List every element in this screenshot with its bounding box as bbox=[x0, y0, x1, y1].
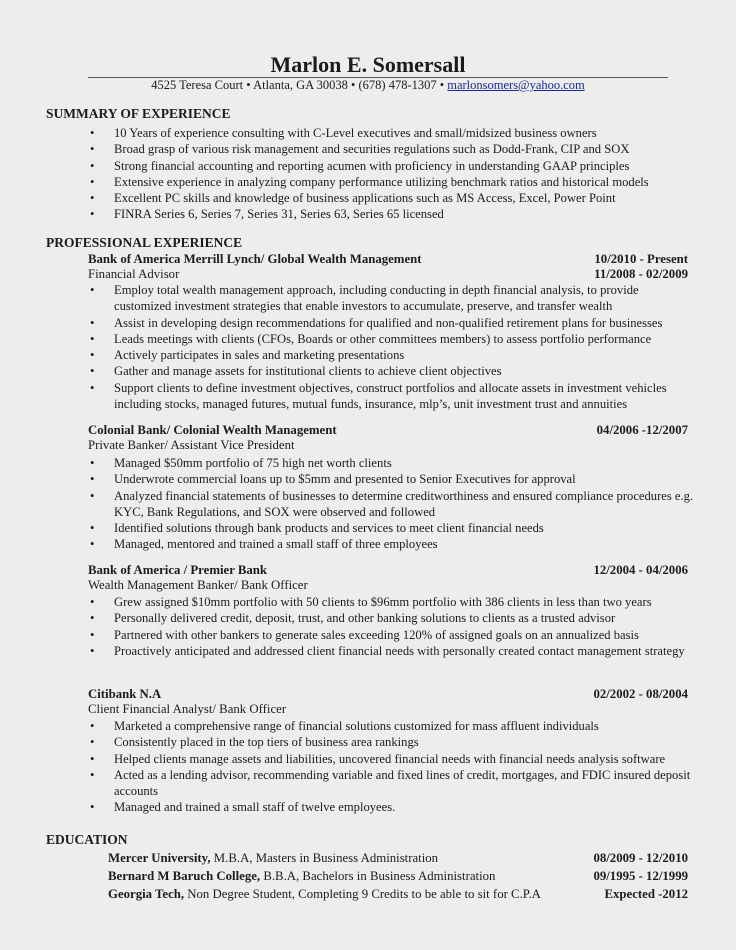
job-bullet: • Acted as a lending advisor, recommending variable and fixed lines of credit, mortgages, and FDIC insured deposit accounts bbox=[88, 767, 698, 800]
job-bullets bbox=[88, 282, 698, 412]
job-bullet: • Partnered with other bankers to generate sales exceeding 120% of assigned goals on an annualized basis bbox=[88, 627, 698, 643]
education-school: Mercer University, bbox=[108, 851, 211, 865]
job-title: Private Banker/ Assistant Vice President bbox=[88, 438, 295, 452]
job-bullet: • Underwrote commercial loans up to $5mm and presented to Senior Executives for approval bbox=[88, 471, 698, 487]
job-title: Financial Advisor bbox=[88, 267, 180, 281]
education-detail: M.B.A, Masters in Business Administration bbox=[210, 851, 439, 865]
job-company: Bank of America / Premier Bank bbox=[88, 563, 268, 577]
summary-item: • Extensive experience in analyzing company performance utilizing benchmark ratios and historical models bbox=[88, 174, 698, 190]
job-date: 02/2002 - 08/2004 bbox=[593, 687, 688, 701]
job-bullet: • Consistently placed in the top tiers of business area rankings bbox=[88, 734, 698, 750]
job-bullet: • Helped clients manage assets and liabilities, uncovered financial needs with financial needs analysis software bbox=[88, 751, 698, 767]
education-entry bbox=[108, 869, 688, 884]
education-entry bbox=[108, 851, 688, 866]
job-title: Client Financial Analyst/ Bank Officer bbox=[88, 702, 287, 716]
job-date: 11/2008 - 02/2009 bbox=[594, 267, 688, 281]
job-bullet: • Employ total wealth management approach, including conducting in depth financial analysis, to provide customized investment strategies that enable investors to accumulate, preserve, and transfer wealth bbox=[88, 282, 698, 315]
email-link[interactable]: marlonsomers@yahoo.com bbox=[447, 78, 585, 92]
job-bullet: • Analyzed financial statements of businesses to determine creditworthiness and ensured compliance procedures e.g. KYC, Bank Regulations, and SOX were observed and followed bbox=[88, 488, 698, 521]
job-bullet: • Grew assigned $10mm portfolio with 50 clients to $96mm portfolio with 386 clients in less than two years bbox=[88, 594, 698, 610]
job-date: 12/2004 - 04/2006 bbox=[593, 563, 688, 577]
education-entry bbox=[108, 887, 688, 902]
job-header bbox=[88, 563, 688, 593]
job-company: Colonial Bank/ Colonial Wealth Management bbox=[88, 423, 337, 437]
education-date: 08/2009 - 12/2010 bbox=[593, 851, 688, 865]
summary-item: • Broad grasp of various risk management and securities regulations such as Dodd-Frank, CIP and SOX bbox=[88, 141, 698, 157]
summary-item: • Strong financial accounting and reporting acumen with proficiency in understanding GAAP principles bbox=[88, 158, 698, 174]
job-bullet: • Managed and trained a small staff of twelve employees. bbox=[88, 799, 698, 815]
job-bullet: • Leads meetings with clients (CFOs, Boards or other committees members) to assess portfolio performance bbox=[88, 331, 698, 347]
job-bullets bbox=[88, 455, 698, 553]
job-header bbox=[88, 423, 688, 453]
job-header bbox=[88, 687, 688, 717]
education-date: Expected -2012 bbox=[604, 887, 688, 901]
contact-address: 4525 Teresa Court • Atlanta, GA 30038 • (678) 478-1307 • bbox=[151, 78, 448, 92]
job-bullet: • Identified solutions through bank products and services to meet client financial needs bbox=[88, 520, 698, 536]
education-detail: Non Degree Student, Completing 9 Credits to be able to sit for C.P.A bbox=[184, 887, 541, 901]
job-company: Bank of America Merrill Lynch/ Global Wealth Management bbox=[88, 252, 422, 266]
job-company: Citibank N.A bbox=[88, 687, 162, 701]
job-bullet: • Assist in developing design recommendations for qualified and non-qualified retirement plans for businesses bbox=[88, 315, 698, 331]
experience-heading: PROFESSIONAL EXPERIENCE bbox=[46, 235, 243, 250]
job-bullets bbox=[88, 718, 698, 816]
job-bullet: • Support clients to define investment objectives, construct portfolios and allocate assets in investment vehicles including stocks, managed futures, mutual funds, insurance, mlp’s, unit investment trust and annuities bbox=[88, 380, 698, 413]
education-school: Georgia Tech, bbox=[108, 887, 185, 901]
job-title: Wealth Management Banker/ Bank Officer bbox=[88, 578, 308, 592]
job-header bbox=[88, 252, 688, 282]
job-bullet: • Proactively anticipated and addressed client financial needs with personally created contact management strategy bbox=[88, 643, 698, 659]
job-date: 04/2006 -12/2007 bbox=[596, 423, 688, 437]
education-date: 09/1995 - 12/1999 bbox=[593, 869, 688, 883]
job-bullet: • Marketed a comprehensive range of financial solutions customized for mass affluent individuals bbox=[88, 718, 698, 734]
education-detail: B.B.A, Bachelors in Business Administration bbox=[260, 869, 496, 883]
job-bullet: • Personally delivered credit, deposit, trust, and other banking solutions to clients as a trusted advisor bbox=[88, 610, 698, 626]
summary-heading: SUMMARY OF EXPERIENCE bbox=[46, 106, 231, 121]
job-bullets bbox=[88, 594, 698, 659]
summary-item: • 10 Years of experience consulting with C-Level executives and small/midsized business owners bbox=[88, 125, 698, 141]
summary-list bbox=[88, 125, 698, 223]
education-school: Bernard M Baruch College, bbox=[108, 869, 261, 883]
education-heading: EDUCATION bbox=[46, 832, 128, 847]
job-bullet: • Managed $50mm portfolio of 75 high net worth clients bbox=[88, 455, 698, 471]
job-date: 10/2010 - Present bbox=[594, 252, 688, 266]
job-bullet: • Actively participates in sales and marketing presentations bbox=[88, 347, 698, 363]
candidate-name: Marlon E. Somersall bbox=[270, 52, 466, 77]
summary-item: • FINRA Series 6, Series 7, Series 31, Series 63, Series 65 licensed bbox=[88, 206, 698, 222]
contact-line bbox=[0, 78, 736, 93]
job-bullet: • Managed, mentored and trained a small staff of three employees bbox=[88, 536, 698, 552]
job-bullet: • Gather and manage assets for institutional clients to achieve client objectives bbox=[88, 363, 698, 379]
summary-item: • Excellent PC skills and knowledge of business applications such as MS Access, Excel, Power Point bbox=[88, 190, 698, 206]
